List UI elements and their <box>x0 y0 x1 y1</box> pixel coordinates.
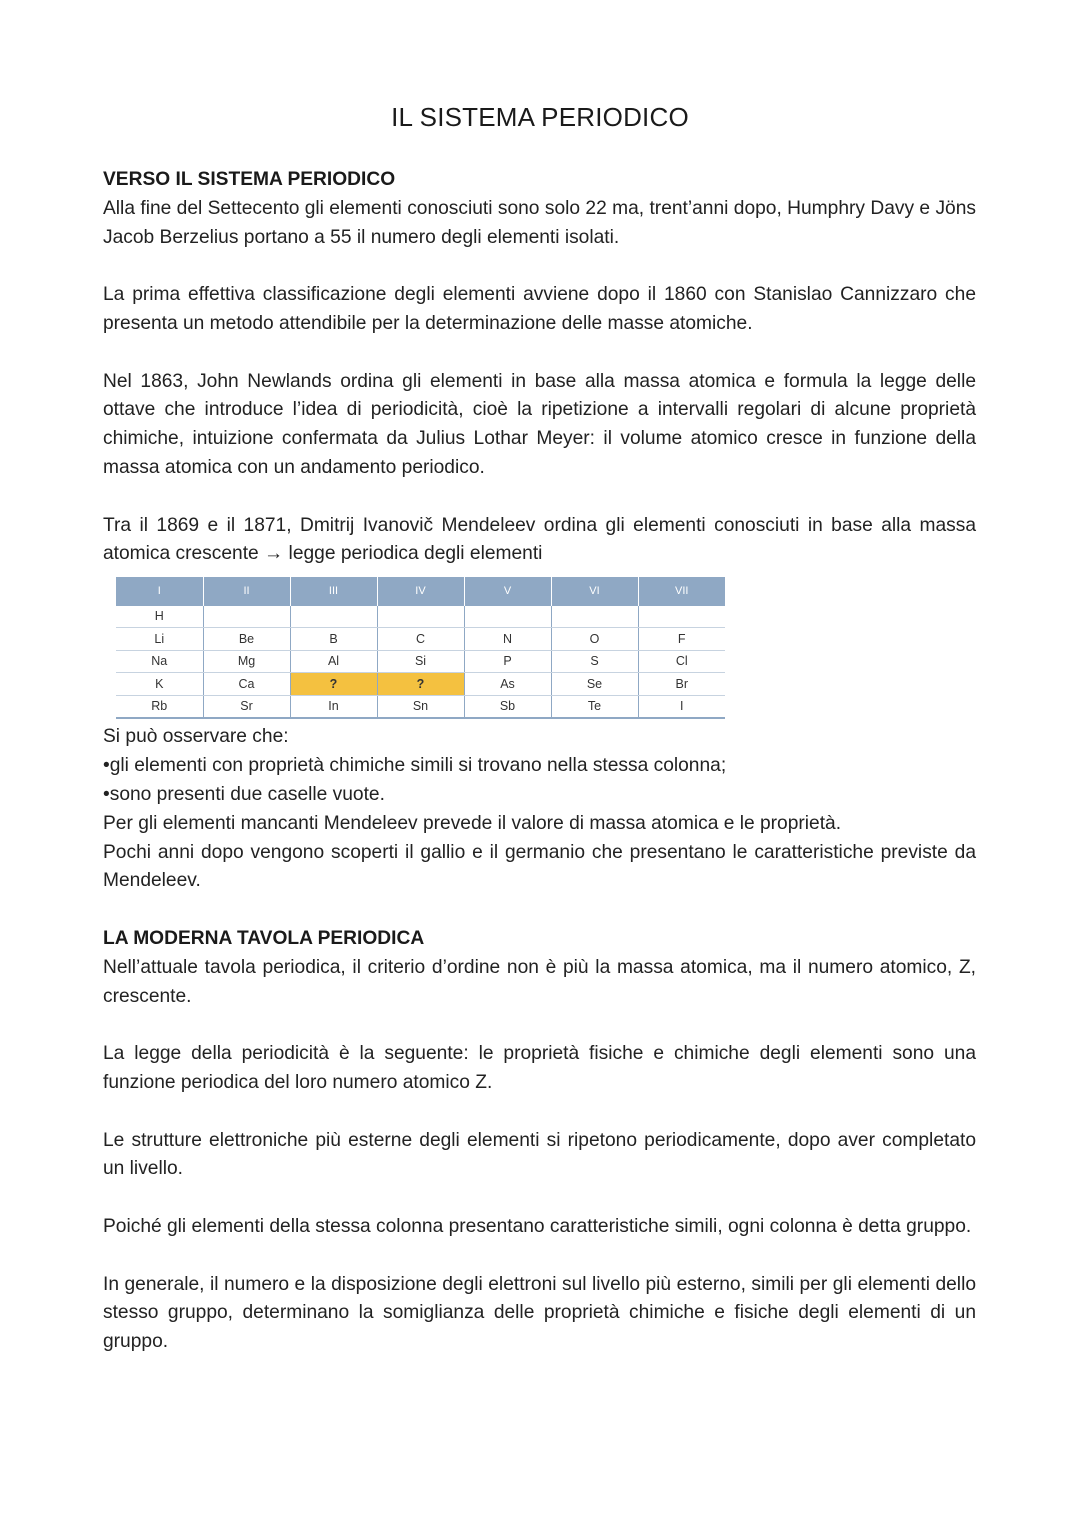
paragraph: Nel 1863, John Newlands ordina gli elementi in base alla massa atomica e formula la legge delle ottave che introduce l’idea di periodicità, cioè la ripetizione a intervalli regolari di alcune proprietà chimiche, intuizione confermata da Julius Lothar Meyer: il volume atomico cresce in funzione della massa atomica con un andamento periodico. <box>103 370 976 478</box>
table-row <box>116 673 725 696</box>
table-cell: Al <box>290 650 377 673</box>
table-row <box>116 650 725 673</box>
table-cell <box>551 606 638 628</box>
table-row <box>116 695 725 718</box>
paragraph: Poiché gli elementi della stessa colonna presentano caratteristiche simili, ogni colonna è detta gruppo. <box>103 1216 972 1237</box>
table-cell: H <box>116 606 203 628</box>
table-cell <box>638 606 725 628</box>
missing-element-cell: ? <box>377 673 464 696</box>
table-cell: S <box>551 650 638 673</box>
table-header-row <box>116 577 725 606</box>
table-cell: Si <box>377 650 464 673</box>
table-cell: K <box>116 673 203 696</box>
table-cell: Ca <box>203 673 290 696</box>
table-cell <box>464 606 551 628</box>
mendeleev-table-figure <box>116 577 725 719</box>
table-cell: Li <box>116 628 203 651</box>
table-cell: Te <box>551 695 638 718</box>
paragraph: Per gli elementi mancanti Mendeleev prevede il valore di massa atomica e le proprietà. <box>103 812 842 834</box>
table-cell: O <box>551 628 638 651</box>
mendeleev-table <box>116 577 725 719</box>
table-cell: Na <box>116 650 203 673</box>
table-cell <box>203 606 290 628</box>
paragraph: Nell’attuale tavola periodica, il criterio d’ordine non è più la massa atomica, ma il numero atomico, Z, crescente. <box>103 956 976 1007</box>
table-row <box>116 628 725 651</box>
table-cell: As <box>464 673 551 696</box>
column-header: V <box>464 577 551 606</box>
table-cell: C <box>377 628 464 651</box>
table-cell: Se <box>551 673 638 696</box>
observations-intro: Si può osservare che: <box>103 726 289 748</box>
bullet-item: • sono presenti due caselle vuote. <box>103 781 976 810</box>
column-header: I <box>116 577 203 606</box>
table-cell: P <box>464 650 551 673</box>
bullet-item: • gli elementi con proprietà chimiche simili si trovano nella stessa colonna; <box>103 752 976 781</box>
paragraph: La prima effettiva classificazione degli elementi avviene dopo il 1860 con Stanislao Cannizzaro che presenta un metodo attendibile per la determinazione delle masse atomiche. <box>103 284 976 334</box>
table-cell: N <box>464 628 551 651</box>
table-cell: Br <box>638 673 725 696</box>
paragraph: La legge della periodicità è la seguente: le proprietà fisiche e chimiche degli elementi sono una funzione periodica del loro numero atomico Z. <box>103 1043 976 1094</box>
table-cell: I <box>638 695 725 718</box>
table-row <box>116 606 725 628</box>
column-header: VI <box>551 577 638 606</box>
section-heading-verso: VERSO IL SISTEMA PERIODICO <box>103 169 396 190</box>
table-cell: In <box>290 695 377 718</box>
column-header: III <box>290 577 377 606</box>
paragraph: Alla fine del Settecento gli elementi conosciuti sono solo 22 ma, trent’anni dopo, Humphry Davy e Jöns Jacob Berzelius portano a 55 il numero degli elementi isolati. <box>103 197 976 248</box>
column-header: IV <box>377 577 464 606</box>
paragraph: In generale, il numero e la disposizione degli elettroni sul livello più esterno, simili per gli elementi dello stesso gruppo, determinano la somiglianza delle proprietà chimiche e fisiche degli elementi di un gruppo. <box>103 1273 976 1353</box>
paragraph: Tra il 1869 e il 1871, Dmitrij Ivanovič Mendeleev ordina gli elementi conosciuti in base alla massa atomica crescente → legge periodica degli elementi <box>103 514 976 565</box>
document-body <box>103 166 976 1357</box>
table-cell <box>290 606 377 628</box>
table-cell: B <box>290 628 377 651</box>
table-cell: Mg <box>203 650 290 673</box>
column-header: II <box>203 577 290 606</box>
section-heading-moderna: LA MODERNA TAVOLA PERIODICA <box>103 928 425 950</box>
paragraph: Pochi anni dopo vengono scoperti il gallio e il germanio che presentano le caratteristiche previste da Mendeleev. <box>103 841 976 892</box>
table-cell: Sn <box>377 695 464 718</box>
missing-element-cell: ? <box>290 673 377 696</box>
table-cell: Sr <box>203 695 290 718</box>
table-cell: Sb <box>464 695 551 718</box>
table-cell: F <box>638 628 725 651</box>
paragraph: Le strutture elettroniche più esterne degli elementi si ripetono periodicamente, dopo aver completato un livello. <box>103 1129 976 1180</box>
table-cell <box>377 606 464 628</box>
table-cell: Rb <box>116 695 203 718</box>
column-header: VII <box>638 577 725 606</box>
table-cell: Cl <box>638 650 725 673</box>
table-cell: Be <box>203 628 290 651</box>
page-title: IL SISTEMA PERIODICO <box>391 102 689 132</box>
